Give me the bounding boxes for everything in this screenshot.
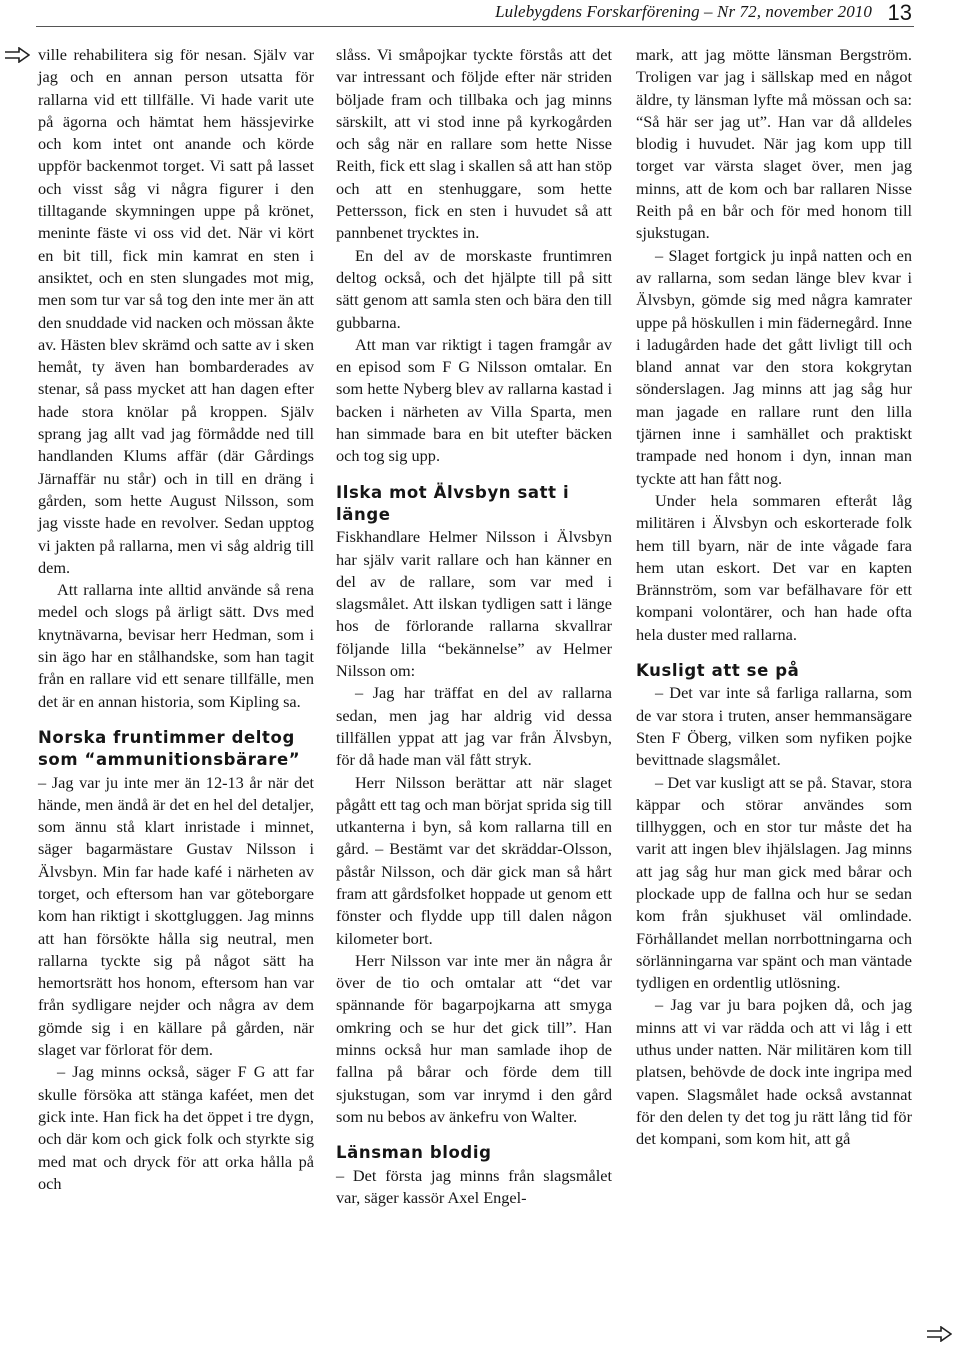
- paragraph: Att rallarna inte alltid använde så rena medel och slogs på ärligt sätt. Dvs med knytnävarna, bevisar herr Hedman, som i sin ägo har en stålhandske, som han tagit från en rallare vid ett senare tillfälle, men det är en annan historia, som Kipling sa.: [38, 580, 314, 711]
- paragraph: mark, att jag mötte länsman Bergström. Troligen var jag i sällskap med en något äldre, ty länsman lyfte må mössan och sa: “Så här ser jag ut”. Han var då alldeles blodig i huvudet. När jag kom upp till torget var värsta slaget över, men jag minns, att de kom och bar rallaren Nisse Reith på en bår och för med honom till sjukstugan.: [636, 45, 912, 243]
- paragraph: – Det var inte så farliga rallarna, som de var stora i truten, anser hemmansägare Sten F Öberg, vilken som nyfiken pojke bevittnade slagsmålet.: [636, 683, 912, 770]
- paragraph: slåss. Vi småpojkar tyckte förstås att det var intressant och följde efter när striden böljade fram och tillbaka och jag minns särskilt, att vi stod inne på kyrkogården och såg när en rallare som hette Nisse Reith, fick ett slag i skallen så att han stöp och att en stenhuggare, som hette Pettersson, fick en sten i huvudet så att pannbenet trycktes in.: [336, 45, 612, 243]
- paragraph: Herr Nilsson var inte mer än några år över de tio och omtalar att “det var spännande för bagarpojkarna att smyga omkring och se hur det gick till”. Han minns också hur man samlade ihop de fallna på bårar och förde dem till sjukstugan, som var inrymd i den gård som nu bebos av änkefru von Walter.: [336, 950, 612, 1126]
- paragraph: – Jag minns också, säger F G att far skulle försöka att stänga kaféet, men det gick inte. Han fick ha det öppet i tre dygn, och där kom och gick folk och styrkte sig med mat och dryck för att orka hålla på och: [38, 1062, 314, 1193]
- paragraph: Herr Nilsson berättar att när slaget pågått ett tag och man börjat sprida sig till utkanterna i byn, så kom rallarna till en gård. – Bestämt var det skräddar-Olsson, påstår Nilsson, och där gick man så hårt fram att gårdsfolket hoppade ut genom ett fönster och flydde upp till dalen någon kilometer bort.: [336, 772, 612, 948]
- column-2: [336, 44, 612, 1209]
- paragraph: – Jag var ju inte mer än 12-13 år när det hände, men ändå är det en hel del detaljer, som ännu stå klart inristade i minnet, säger bagarmästare Gustav Nilsson i Älvsbyn. Min far hade kafé i närheten av torget, och eftersom han var göteborgare kom han riktigt i skottgluggen. Jag minns att han försökte hålla sig neutral, men rallarna tyckte sig på något sätt ha hemortsrätt hos honom, eftersom han var från sydligare nejder och några av dem gömde sig i en källare på gården, när slaget var förlorat för dem.: [38, 772, 314, 1060]
- paragraph: Under hela sommaren efteråt låg militären i Älvsbyn och eskorterade folk hem till byarn, när de inte vågade fara hem utan eskort. Det var en kapten Brännström, som var befälhavare för ett kompani volontärer, och han hade ofta hela duster med rallarna.: [636, 490, 912, 644]
- column-3: [636, 44, 912, 1151]
- paragraph: – Det var kusligt att se på. Stavar, stora käppar och störar användes som tillhyggen, och en stor tur måste det ha varit att ingen blev ihjälslagen. Jag minns att jag såg hur man gick med bårar och plockade upp de fallna och hur se sedan kom från sjukhuset väl omlindade. Förhållandet mellan norrbottningarna och sörlänningarna var spänt och man väntade tydligen en ordentlig utlösning.: [636, 772, 912, 993]
- page-header: [0, 0, 960, 32]
- arrow-right-outline-icon: [926, 1326, 952, 1342]
- paragraph: En del av de morskaste fruntimren deltog också, och det hjälpte till på sitt sätt genom att samla sten och bära den till gubbarna.: [336, 245, 612, 332]
- subheading: Norska fruntimmer deltog som “ammunitionsbärare”: [38, 727, 301, 770]
- column-1: [38, 44, 314, 1195]
- subheading: Länsman blodig: [336, 1143, 492, 1163]
- paragraph: – Det första jag minns från slagsmålet var, säger kassör Axel Engel-: [336, 1165, 612, 1207]
- journal-title: Lulebygdens Forskarförening – Nr 72, november 2010: [495, 2, 872, 21]
- subheading: Ilska mot Älvsbyn satt i länge: [336, 482, 570, 524]
- paragraph: – Slaget fortgick ju inpå natten och en av rallarna, som sedan länge blev kvar i Älvsbyn, gömde sig med några kamrater uppe på höskullen i min fädernegård. Inne i ladugården hade det gått livligt till och bland annat var den stora kokgrytan sönderslagen. Jag minns att jag såg hur man jagade en rallare runt den lilla tjärnen inne i samhället och praktiskt trampade ned honom i dyn, innan man tyckte att han fått nog.: [636, 245, 912, 488]
- paragraph: Att man var riktigt i tagen framgår av en episod som F G Nilsson omtalar. En som hette Nyberg blev av rallarna kastad i backen i närheten av Villa Sparta, men han simmade bara en bit utefter bäcken och tog sig upp.: [336, 334, 612, 466]
- header-rule: [36, 26, 914, 27]
- paragraph: Fiskhandlare Helmer Nilsson i Älvsbyn har själv varit rallare och han känner en del av de rallare, som var med i slagsmålet. Att ilskan tydligen satt i länge hos de förlorande rallarna skvallrar följande lilla “bekännelse” av Helmer Nilsson om:: [336, 527, 612, 681]
- paragraph: – Jag har träffat en del av rallarna sedan, men jag har aldrig vid dessa tillfällen yppat att jag var från Älvsbyn, för då hade man väl fått stryk.: [336, 683, 612, 770]
- paragraph: – Jag var ju bara pojken då, och jag minns att vi var rädda och att vi låg i ett uthus under natten. När militären kom till platsen, behövde de dock inte ingripa med vapen. Slagsmålet hade också avstannat för den delen ty det tog ju rätt lång tid för det kompani, som kom hit, att gå: [636, 995, 912, 1149]
- arrow-right-outline-icon: [4, 47, 30, 63]
- page-number: 13: [887, 0, 912, 25]
- paragraph: ville rehabilitera sig för nesan. Själv var jag och en annan person utsatta för rallarna vid ett tillfälle. Vi hade varit ute på ägorna och hämtat hem hässjevirke och kom intet ont anande och körde uppför backenmot torget. Vi satt på lasset och visst såg vi några figurer i den tilltagande skymningen uppe på krönet, meninte fäste vi oss vid det. När vi kört en bit till, fick min kamrat en sten i ansiktet, och en sten slungades mot mig, men som tur var så tog den inte mer än att den snuddade vid nacken och mössan åkte av. Hästen blev skrämd och satte av i sken hemåt, ty även han bombarderades av stenar, så pass mycket att han dagen efter hade stora knölar på kroppen. Själv sprang jag allt vad jag förmådde ned till handlanden Klums affär (där Gårdings Järnaffär nu står) och in till en dräng i gården, som hette August Nilsson, som jag visste hade en revolver. Sedan upptog vi jakten på rallarna, men vi såg aldrig till dem.: [38, 45, 314, 577]
- subheading: Kusligt att se på: [636, 661, 800, 681]
